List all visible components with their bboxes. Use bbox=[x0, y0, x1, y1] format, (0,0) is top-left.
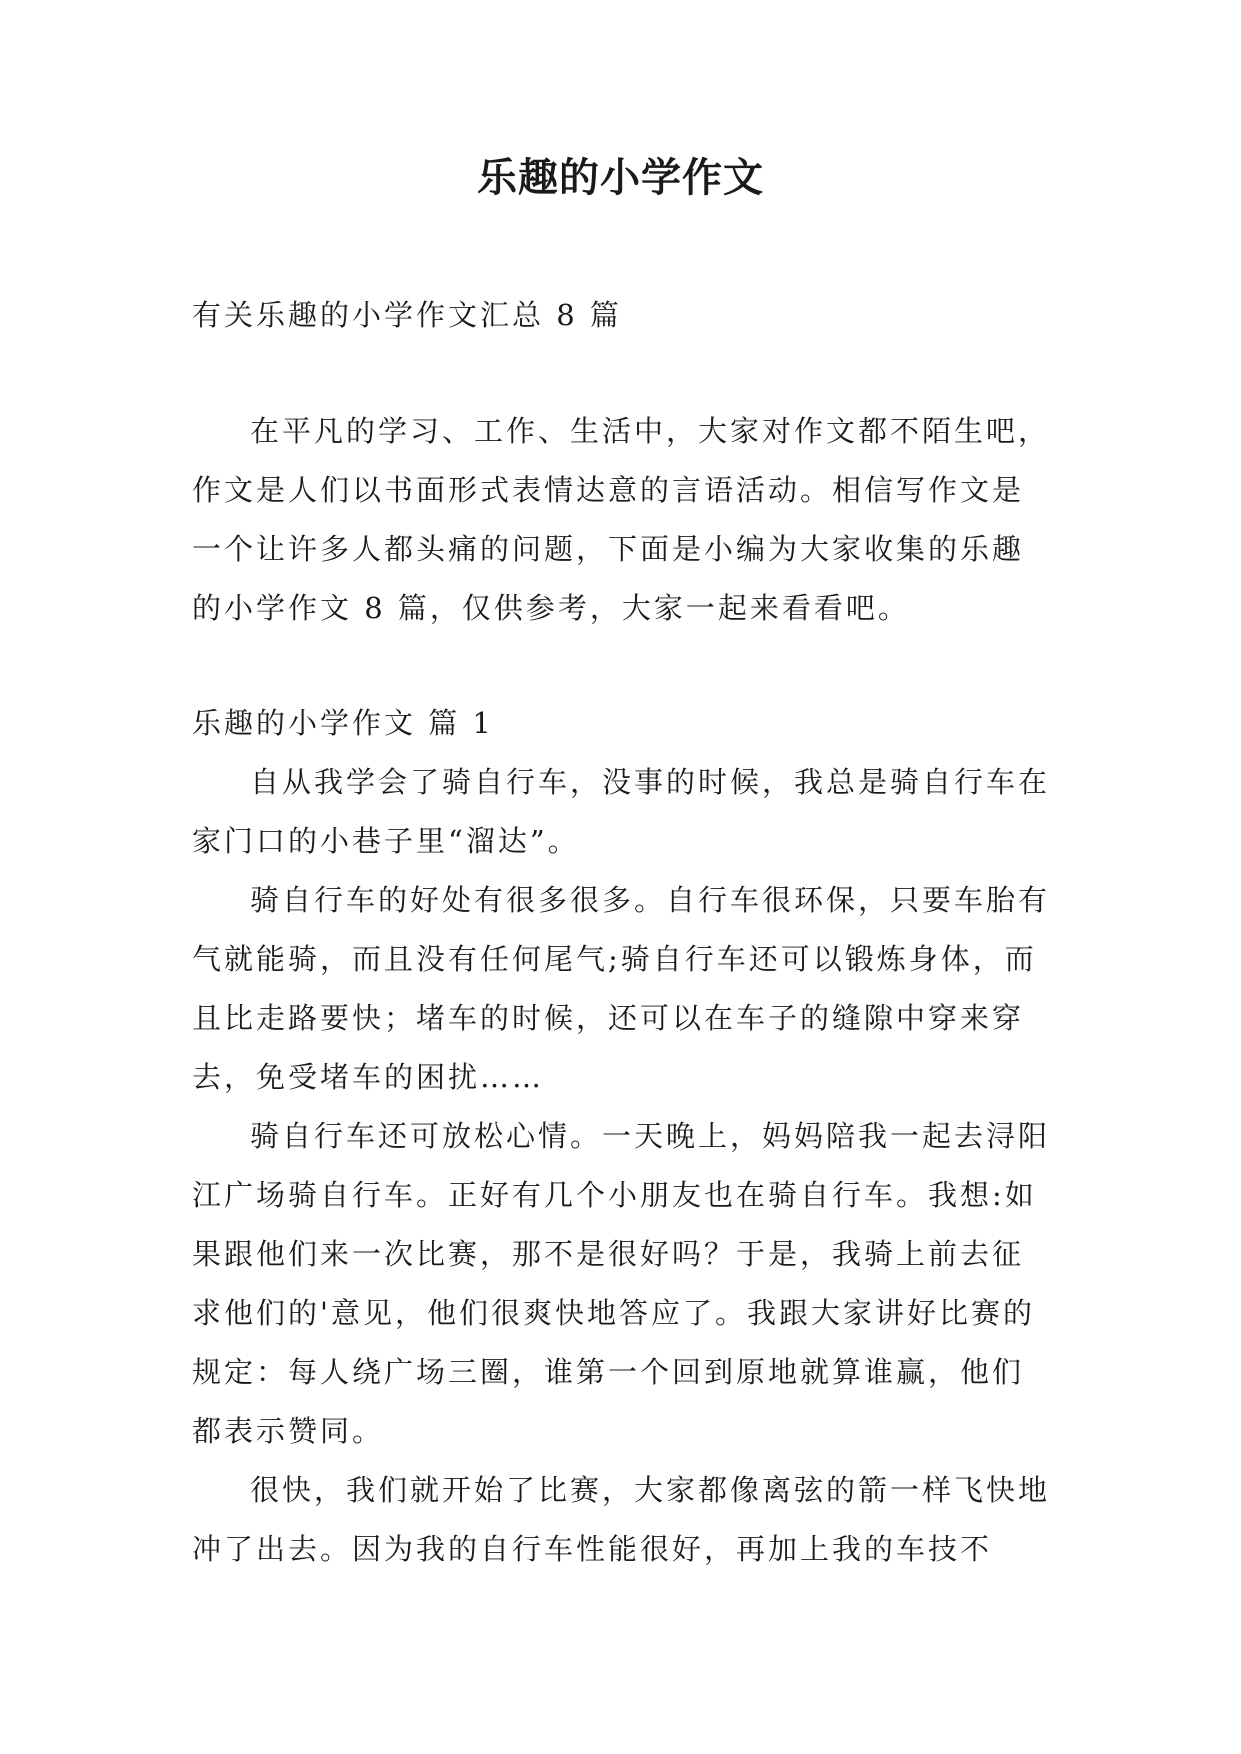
intro-paragraph: 在平凡的学习、工作、生活中，大家对作文都不陌生吧，作文是人们以书面形式表情达意的言语活动。相信写作文是一个让许多人都头痛的问题，下面是小编为大家收集的乐趣的小学作文 8 篇，仅供参考，大家一起来看看吧。 bbox=[192, 414, 1051, 625]
document-title: 乐趣的小学作文 bbox=[477, 154, 764, 201]
paragraph: 自从我学会了骑自行车，没事的时候，我总是骑自行车在家门口的小巷子里“溜达”。 bbox=[192, 765, 1051, 858]
paragraph: 骑自行车的好处有很多很多。自行车很环保，只要车胎有气就能骑，而且没有任何尾气;骑自行车还可以锻炼身体，而且比走路要快；堵车的时候，还可以在车子的缝隙中穿来穿去，免受堵车的困扰…… bbox=[192, 883, 1051, 1094]
essay-section-1 bbox=[192, 694, 1050, 1579]
paragraph: 骑自行车还可放松心情。一天晚上，妈妈陪我一起去浔阳江广场骑自行车。正好有几个小朋友也在骑自行车。我想:如果跟他们来一次比赛，那不是很好吗？于是，我骑上前去征求他们的'意见，他们很爽快地答应了。我跟大家讲好比赛的规定：每人绕广场三圈，谁第一个回到原地就算谁赢，他们都表示赞同。 bbox=[192, 1119, 1051, 1448]
document-subtitle: 有关乐趣的小学作文汇总 8 篇 bbox=[192, 298, 622, 332]
paragraph: 很快，我们就开始了比赛，大家都像离弦的箭一样飞快地冲了出去。因为我的自行车性能很好，再加上我的车技不 bbox=[192, 1473, 1051, 1566]
section-heading: 乐趣的小学作文 篇 1 bbox=[192, 706, 494, 740]
